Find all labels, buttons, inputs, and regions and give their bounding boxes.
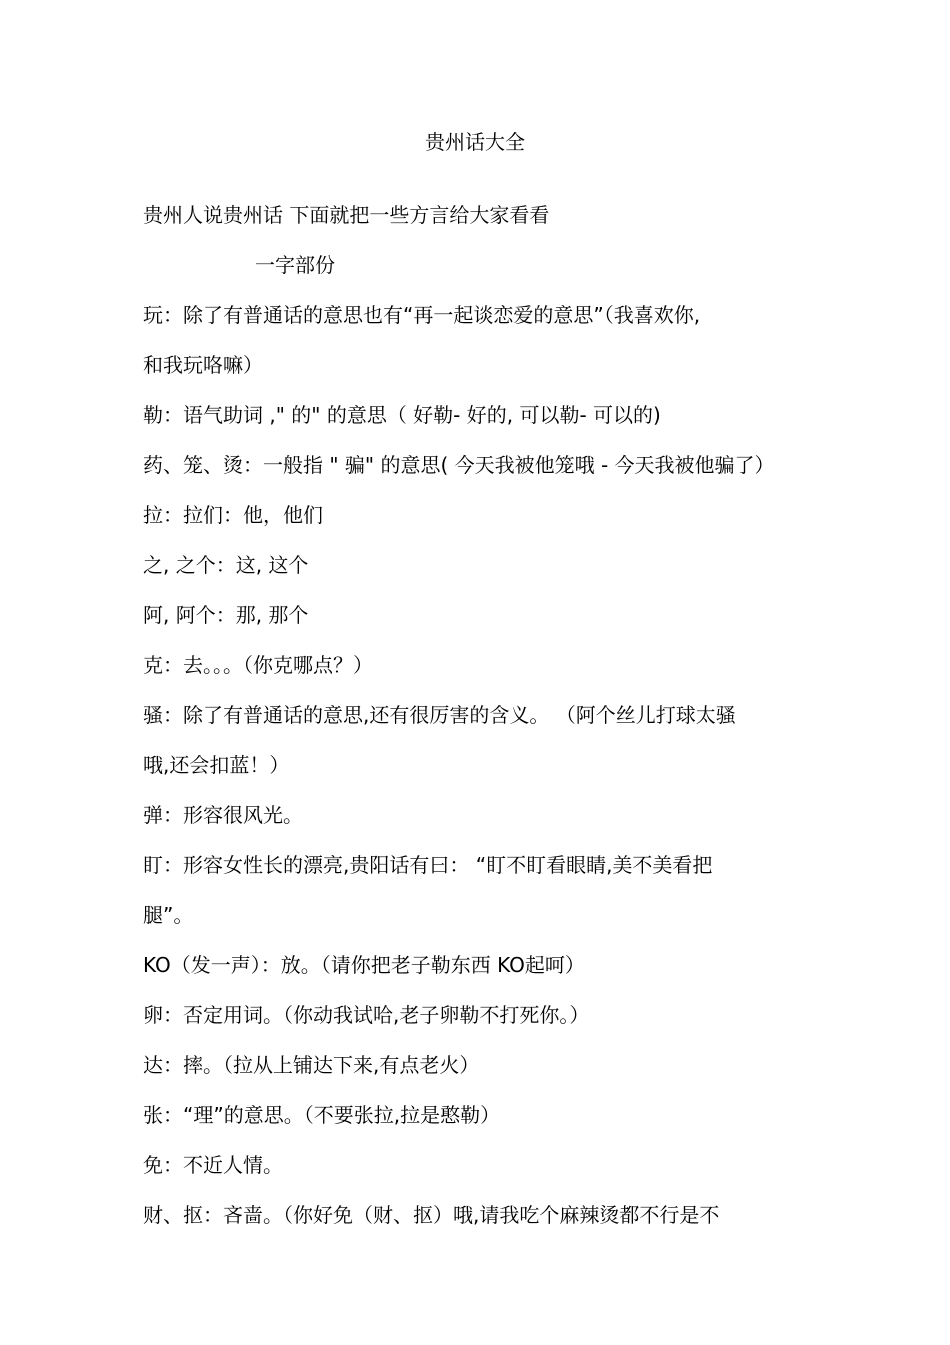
document-title: 贵州话大全 xyxy=(425,130,525,154)
intro-line: 贵州人说贵州话 下面就把一些方言给大家看看 xyxy=(143,203,550,227)
document-body xyxy=(143,200,823,1250)
text-line: 玩：除了有普通话的意思也有“再一起谈恋爱的意思”（我喜欢你, xyxy=(143,303,701,327)
text-line: 达：摔。（拉从上铺达下来,有点老火） xyxy=(143,1053,480,1077)
text-line: 财、抠：吝啬。（你好免（财、抠）哦,请我吃个麻辣烫都不行是不 xyxy=(143,1203,720,1227)
section-heading: 一字部份 xyxy=(255,253,335,277)
text-line: 腿”。 xyxy=(143,903,194,927)
text-line: 药、笼、烫：一般指 " 骗" 的意思( 今天我被他笼哦 - 今天我被他骗了） xyxy=(143,453,775,477)
text-line: 克：去。。。（你克哪点？） xyxy=(143,653,373,677)
text-line: 弹：形容很风光。 xyxy=(143,803,303,827)
text-line: 和我玩咯嘛） xyxy=(143,353,263,377)
text-line: 阿, 阿个：那, 那个 xyxy=(143,603,309,627)
text-line: 哦,还会扣蓝！） xyxy=(143,753,290,777)
text-line: 免：不近人情。 xyxy=(143,1153,283,1177)
text-line: 张：“理”的意思。（不要张拉,拉是憨勒） xyxy=(143,1103,501,1127)
text-line: 拉：拉们：他，他们 xyxy=(143,503,323,527)
text-line: 骚：除了有普通话的意思,还有很厉害的含义。 （阿个丝儿打球太骚 xyxy=(143,703,736,727)
text-line: 勒：语气助词 ," 的" 的意思（ 好勒- 好的, 可以勒- 可以的) xyxy=(143,403,661,427)
text-line: KO（发一声）：放。（请你把老子勒东西 KO起呵） xyxy=(143,953,585,977)
text-line: 之, 之个：这, 这个 xyxy=(143,553,309,577)
text-line: 卵：否定用词。（你动我试哈,老子卵勒不打死你。） xyxy=(143,1003,590,1027)
text-line: 盯：形容女性长的漂亮,贵阳话有曰： “盯不盯看眼睛,美不美看把 xyxy=(143,853,713,877)
